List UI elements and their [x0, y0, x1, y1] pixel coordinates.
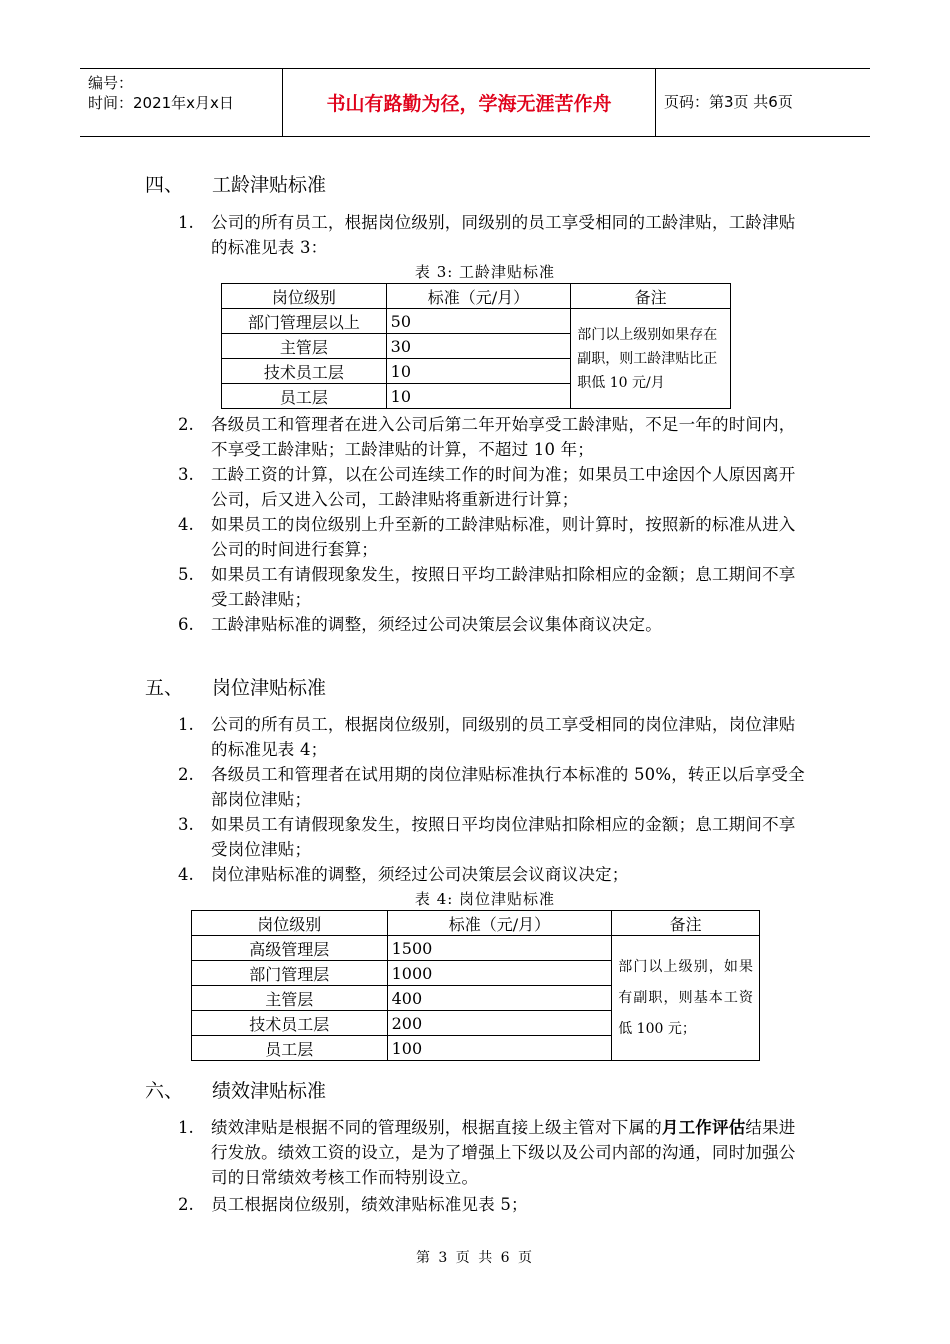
- table-cell: 400: [387, 986, 612, 1011]
- header-motto: 书山有路勤为径，学海无涯苦作舟: [282, 69, 656, 136]
- item-text-part: 结果进行发放。绩效工资的设立，是为了增强上下级以及公司内部的沟通，同时加强公司的日常绩效考核工作而特别设立。: [211, 1118, 796, 1187]
- item-text: 公司的所有员工，根据岗位级别，同级别的员工享受相同的岗位津贴，岗位津贴的标准见表 4；: [211, 715, 796, 759]
- document-time-label: 时间：2021年x月x日: [88, 94, 234, 112]
- section-title: 绩效津贴标准: [212, 1080, 327, 1102]
- table-header-cell: 标准（元/月）: [386, 284, 571, 309]
- section-number: 四、: [145, 174, 184, 196]
- item-text: 工龄津贴标准的调整，须经过公司决策层会议集体商议决定。: [211, 615, 662, 634]
- table-cell: 100: [387, 1036, 612, 1061]
- item-text: 如果员工的岗位级别上升至新的工龄津贴标准，则计算时，按照新的标准从进入公司的时间进行套算；: [211, 515, 796, 559]
- table-header-cell: 备注: [612, 911, 760, 936]
- table-cell: 200: [387, 1011, 612, 1036]
- item-number: 2.: [178, 765, 194, 784]
- header-page-label: 页码：第3页 共6页: [664, 93, 793, 111]
- table-row: [192, 936, 760, 961]
- item-text: 工龄工资的计算，以在公司连续工作的时间为准；如果员工中途因个人原因离开公司，后又进入公司，工龄津贴将重新进行计算；: [211, 465, 796, 509]
- table-cell: 主管层: [222, 334, 387, 359]
- table-cell: 技术员工层: [222, 359, 387, 384]
- section-title: 岗位津贴标准: [212, 677, 327, 699]
- item-number: 3.: [178, 465, 194, 484]
- table-cell: 员工层: [192, 1036, 388, 1061]
- item-number: 3.: [178, 815, 194, 834]
- page-footer: 第 3 页 共 6 页: [415, 1250, 535, 1266]
- item-text-emphasis: 月工作评估: [661, 1118, 746, 1137]
- item-number: 1.: [178, 715, 194, 734]
- table-note-cell: 部门以上级别如果存在副职，则工龄津贴比正职低 10 元/月: [571, 309, 731, 409]
- page-header: [80, 68, 870, 137]
- table-cell: 10: [386, 359, 571, 384]
- table-header-row: [192, 911, 760, 936]
- table-cell: 部门管理层以上: [222, 309, 387, 334]
- table-cell: 1000: [387, 961, 612, 986]
- item-text: 如果员工有请假现象发生，按照日平均工龄津贴扣除相应的金额；息工期间不享受工龄津贴；: [211, 565, 796, 609]
- section-number: 五、: [145, 677, 184, 699]
- document-number-label: 编号：: [88, 74, 134, 92]
- section-6-heading: [145, 1078, 326, 1104]
- table-note-cell: 部门以上级别，如果有副职，则基本工资低 100 元；: [612, 936, 760, 1061]
- section-5-heading: [145, 675, 326, 701]
- item-text: 各级员工和管理者在试用期的岗位津贴标准执行本标准的 50%，转正以后享受全部岗位津贴；: [211, 765, 805, 809]
- table-row: [222, 309, 731, 334]
- item-number: 5.: [178, 565, 194, 584]
- section-number: 六、: [145, 1080, 184, 1102]
- table-cell: 1500: [387, 936, 612, 961]
- item-text: 岗位津贴标准的调整，须经过公司决策层会议商议决定；: [211, 865, 629, 884]
- table-cell: 高级管理层: [192, 936, 388, 961]
- table-4: [191, 910, 760, 1061]
- table-header-cell: 岗位级别: [222, 284, 387, 309]
- item-number: 4.: [178, 865, 194, 884]
- table-header-row: [222, 284, 731, 309]
- item-text: 各级员工和管理者在进入公司后第二年开始享受工龄津贴，不足一年的时间内，不享受工龄津贴；工龄津贴的计算，不超过 10 年；: [211, 415, 796, 459]
- table-3: [221, 283, 731, 409]
- table-cell: 部门管理层: [192, 961, 388, 986]
- table-3-caption: 表 3: 工龄津贴标准: [414, 263, 556, 281]
- item-text: 如果员工有请假现象发生，按照日平均岗位津贴扣除相应的金额；息工期间不享受岗位津贴；: [211, 815, 796, 859]
- table-header-cell: 标准（元/月）: [387, 911, 612, 936]
- item-text-part: 绩效津贴是根据不同的管理级别，根据直接上级主管对下属的: [211, 1118, 662, 1137]
- table-header-cell: 岗位级别: [192, 911, 388, 936]
- item-number: 2.: [178, 1195, 194, 1214]
- table-cell: 主管层: [192, 986, 388, 1011]
- item-number: 2.: [178, 415, 194, 434]
- item-text: 公司的所有员工，根据岗位级别，同级别的员工享受相同的工龄津贴，工龄津贴的标准见表 3：: [211, 213, 796, 257]
- table-cell: 30: [386, 334, 571, 359]
- item-text: 员工根据岗位级别，绩效津贴标准见表 5；: [211, 1195, 528, 1214]
- section-4-heading: [145, 172, 326, 198]
- table-4-caption: 表 4: 岗位津贴标准: [414, 890, 556, 908]
- table-cell: 10: [386, 384, 571, 409]
- item-number: 1.: [178, 213, 194, 232]
- header-meta: [88, 73, 234, 113]
- section-title: 工龄津贴标准: [212, 174, 327, 196]
- item-number: 1.: [178, 1118, 194, 1137]
- table-cell: 技术员工层: [192, 1011, 388, 1036]
- table-cell: 50: [386, 309, 571, 334]
- item-number: 6.: [178, 615, 194, 634]
- item-text: [211, 1115, 811, 1190]
- table-cell: 员工层: [222, 384, 387, 409]
- item-number: 4.: [178, 515, 194, 534]
- table-header-cell: 备注: [571, 284, 731, 309]
